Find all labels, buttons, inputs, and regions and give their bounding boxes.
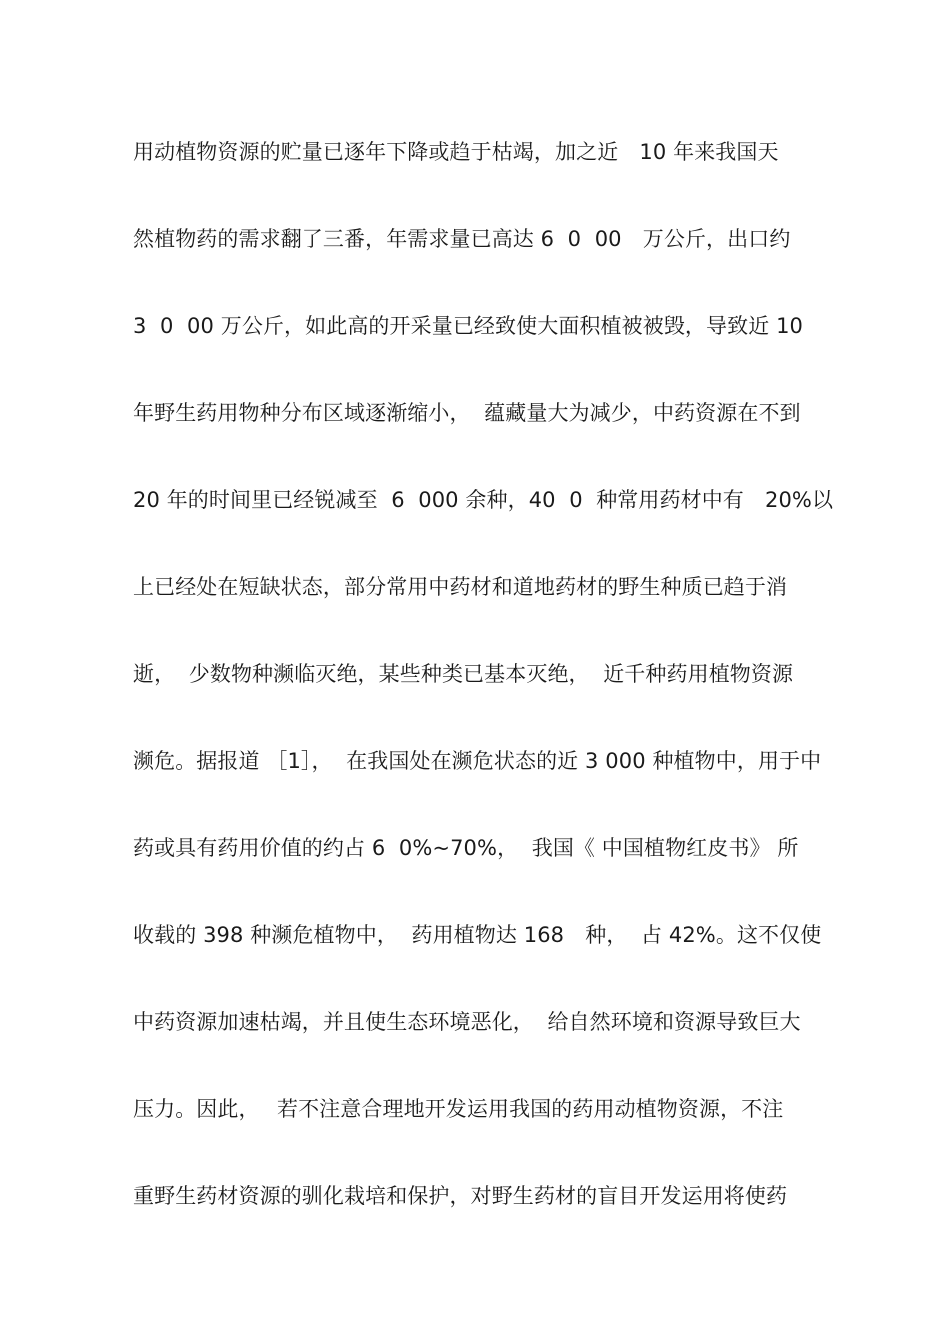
text-line: 收载的 398 种濒危植物中， 药用植物达 168 种， 占 42%。这不仅使 bbox=[133, 923, 822, 947]
body-text bbox=[133, 128, 834, 1259]
text-line: 年野生药用物种分布区域逐渐缩小， 蕴藏量大为减少，中药资源在不到 bbox=[133, 401, 801, 425]
text-line: 中药资源加速枯竭，并且使生态环境恶化， 给自然环境和资源导致巨大 bbox=[133, 1010, 801, 1034]
text-line: 药或具有药用价值的约占 6 0%~70%， 我国《 中国植物红皮书》 所 bbox=[133, 836, 799, 860]
text-line: 压力。因此， 若不注意合理地开发运用我国的药用动植物资源，不注 bbox=[133, 1097, 784, 1121]
text-line: 濒危。据报道 ［1］， 在我国处在濒危状态的近 3 000 种植物中，用于中 bbox=[133, 749, 822, 773]
text-line: 上已经处在短缺状态，部分常用中药材和道地药材的野生种质已趋于消 bbox=[133, 575, 788, 599]
text-line: 然植物药的需求翻了三番，年需求量已高达 6 0 00 万公斤，出口约 bbox=[133, 227, 791, 251]
text-line: 3 0 00 万公斤，如此高的开采量已经致使大面积植被被毁，导致近 10 bbox=[133, 314, 804, 338]
text-line: 用动植物资源的贮量已逐年下降或趋于枯竭，加之近 10 年来我国天 bbox=[133, 140, 779, 164]
text-line: 逝， 少数物种濒临灭绝，某些种类已基本灭绝， 近千种药用植物资源 bbox=[133, 662, 794, 686]
text-line: 20 年的时间里已经锐减至 6 000 余种，40 0 种常用药材中有 20%以 bbox=[133, 488, 834, 512]
text-line: 重野生药材资源的驯化栽培和保护，对野生药材的盲目开发运用将使药 bbox=[133, 1184, 788, 1208]
